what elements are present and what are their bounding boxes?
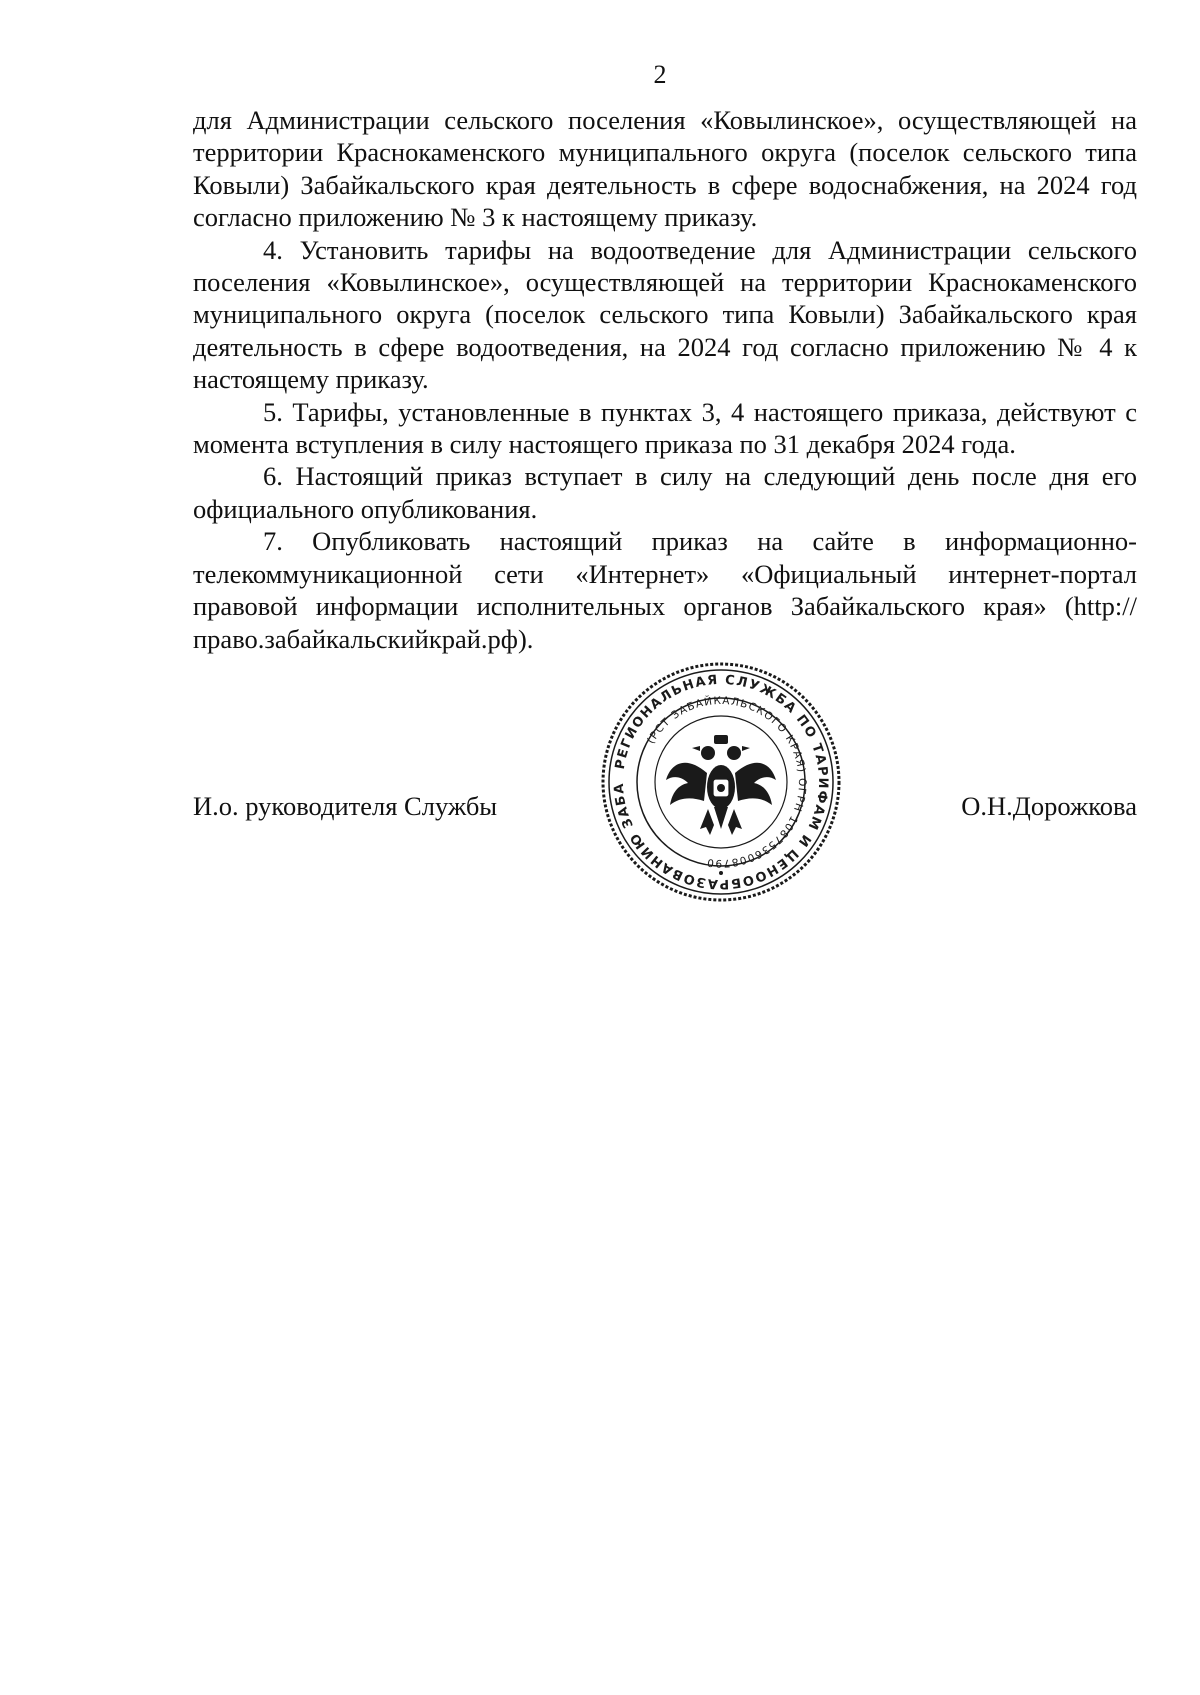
- page-number: 2: [653, 60, 667, 89]
- signatory-title: И.о. руководителя Службы: [193, 791, 498, 821]
- paragraph-item-4: 4. Установить тарифы на водоотведение для Администрации сельского поселения «Ковылинское», осуществляющей на территории Краснокаменского муниципального округа (поселок сельского типа Ковыли) Забайкальского края деятельность в сфере водоотведения, на 2024 год согласно приложению № 4 к настоящему приказу.: [193, 234, 1137, 395]
- official-seal: [596, 655, 846, 910]
- seal-outer-text: РЕГИОНАЛЬНАЯ СЛУЖБА ПО ТАРИФАМ И ЦЕНООБРАЗОВАНИЮ ЗАБА: [611, 672, 831, 892]
- paragraph-item-7: 7. Опубликовать настоящий приказ на сайте в информационно-телекоммуникационной сети «Интернет» «Официальный интернет-портал правовой информации исполнительных органов Забайкальского края» (http://право.забайкальскийкрай.рф).: [193, 526, 1137, 654]
- paragraph-item-6: 6. Настоящий приказ вступает в силу на следующий день после дня его официального опубликования.: [193, 461, 1137, 524]
- paragraph-item-5: 5. Тарифы, установленные в пунктах 3, 4 настоящего приказа, действуют с момента вступления в силу настоящего приказа по 31 декабря 2024 года.: [193, 396, 1137, 460]
- seal-inner-text: (РСТ ЗАБАЙКАЛЬСКОГО КРАЯ) ОГРН 1087536008790: [644, 694, 809, 870]
- document-body: [193, 104, 1137, 655]
- paragraph-continuation: для Администрации сельского поселения «Ковылинское», осуществляющей на территории Краснокаменского муниципального округа (поселок сельского типа Ковыли) Забайкальского края деятельность в сфере водоснабжения, на 2024 год согласно приложению № 3 к настоящему приказу.: [193, 105, 1137, 233]
- seal-icon: [596, 655, 846, 910]
- signatory-name: О.Н.Дорожкова: [961, 791, 1137, 821]
